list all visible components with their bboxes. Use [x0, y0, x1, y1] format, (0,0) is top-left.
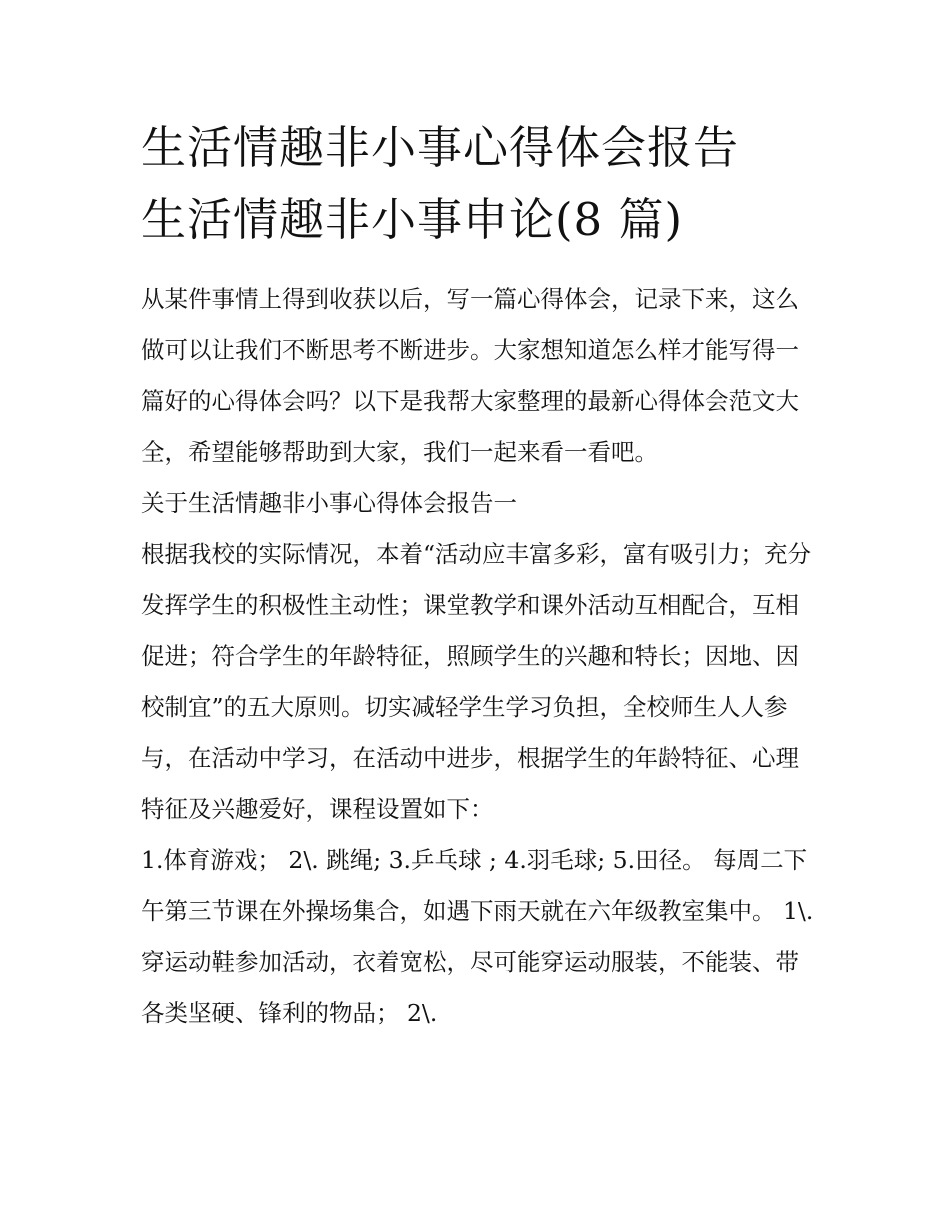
principles-paragraph: 根据我校的实际情况，本着“活动应丰富多彩，富有吸引力；充分发挥学生的积极性主动性；课堂教学和课外活动互相配合，互相促进；符合学生的年龄特征，照顾学生的兴趣和特长；因地、因校制宜”的五大原则。切实减轻学生学习负担，全校师生人人参与，在活动中学习，在活动中进步，根据学生的年龄特征、心理特征及兴趣爱好，课程设置如下：	[141, 540, 812, 823]
rules-paragraph: 穿运动鞋参加活动，衣着宽松，尽可能穿运动服装，不能装、带各类坚硬、锋利的物品； 2\.	[141, 948, 799, 1027]
section-heading: 关于生活情趣非小事心得体会报告一	[141, 489, 517, 517]
document-title	[141, 112, 821, 256]
document-body	[141, 274, 821, 1039]
intro-paragraph: 从某件事情上得到收获以后，写一篇心得体会，记录下来，这么做可以让我们不断思考不断进步。大家想知道怎么样才能写得一篇好的心得体会吗？以下是我帮大家整理的最新心得体会范文大全，希望能够帮助到大家，我们一起来看一看吧。	[141, 285, 799, 466]
title-line-1: 生活情趣非小事心得体会报告	[141, 121, 740, 174]
document-page	[141, 112, 821, 1039]
title-line-2: 生活情趣非小事申论(8 篇)	[141, 193, 684, 246]
course-list-paragraph: 1.体育游戏； 2\. 跳绳; 3.乒乓球 ; 4.羽毛球; 5.田径。 每周二下午第三节课在外操场集合，如遇下雨天就在六年级教室集中。 1\.	[141, 846, 814, 925]
